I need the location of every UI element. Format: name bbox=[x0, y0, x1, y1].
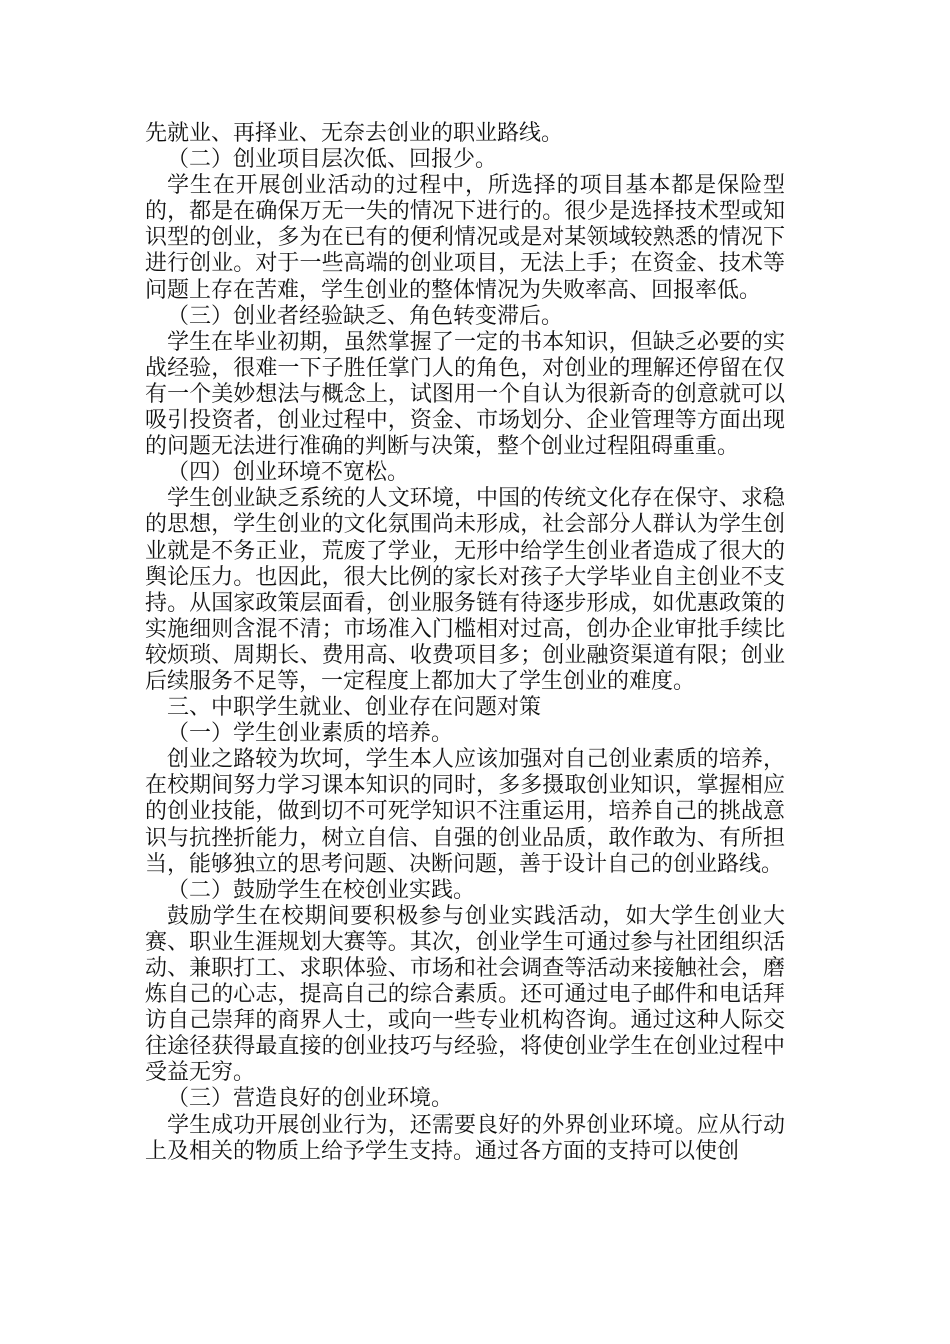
section-heading: 三、中职学生就业、创业存在问题对策 bbox=[167, 695, 542, 721]
body-paragraph: 学生在开展创业活动的过程中，所选择的项目基本都是保险型的，都是在确保万无一失的情况下进行的。很少是选择技术型或知识型的创业，多为在已有的便利情况或是对某领域较熟悉的情况下进行创业。对于一些高端的创业项目，无法上手；在资金、技术等问题上存在苦难，学生创业的整体情况为失败率高、回报率低。 bbox=[145, 173, 785, 303]
section-subheading: （三）创业者经验缺乏、角色转变滞后。 bbox=[167, 303, 564, 329]
body-paragraph: 学生创业缺乏系统的人文环境，中国的传统文化存在保守、求稳的思想，学生创业的文化氛围尚未形成，社会部分人群认为学生创业就是不务正业，荒废了学业，无形中给学生创业者造成了很大的舆论压力。也因此，很大比例的家长对孩子大学毕业自主创业不支持。从国家政策层面看，创业服务链有待逐步形成，如优惠政策的实施细则含混不清；市场准入门槛相对过高，创办企业审批手续比较烦琐、周期长、费用高、收费项目多；创业融资渠道有限；创业后续服务不足等，一定程度上都加大了学生创业的难度。 bbox=[145, 486, 785, 694]
body-paragraph: 鼓励学生在校期间要积极参与创业实践活动，如大学生创业大赛、职业生涯规划大赛等。其次，创业学生可通过参与社团组织活动、兼职打工、求职体验、市场和社会调查等活动来接触社会，磨炼自己的心志，提高自己的综合素质。还可通过电子邮件和电话拜访自己崇拜的商界人士，或向一些专业机构咨询。通过这种人际交往途径获得最直接的创业技巧与经验，将使创业学生在创业过程中受益无穷。 bbox=[145, 903, 785, 1086]
document-page bbox=[145, 121, 785, 1165]
body-paragraph: 学生在毕业初期，虽然掌握了一定的书本知识，但缺乏必要的实战经验，很难一下子胜任掌门人的角色，对创业的理解还停留在仅有一个美妙想法与概念上，试图用一个自认为很新奇的创意就可以吸引投资者，创业过程中，资金、市场划分、企业管理等方面出现的问题无法进行准确的判断与决策，整个创业过程阻碍重重。 bbox=[145, 329, 785, 460]
body-paragraph: 学生成功开展创业行为，还需要良好的外界创业环境。应从行动上及相关的物质上给予学生支持。通过各方面的支持可以使创 bbox=[145, 1112, 785, 1164]
section-subheading: （三）营造良好的创业环境。 bbox=[167, 1086, 454, 1112]
section-subheading: （四）创业环境不宽松。 bbox=[167, 460, 410, 486]
section-subheading: （一）学生创业素质的培养。 bbox=[167, 721, 454, 747]
section-subheading: （二）鼓励学生在校创业实践。 bbox=[167, 877, 476, 903]
section-subheading: （二）创业项目层次低、回报少。 bbox=[167, 147, 498, 173]
body-paragraph: 创业之路较为坎坷，学生本人应该加强对自己创业素质的培养，在校期间努力学习课本知识的同时，多多摄取创业知识，掌握相应的创业技能，做到切不可死学知识不注重运用，培养自己的挑战意识与抗挫折能力，树立自信、自强的创业品质，敢作敢为、有所担当，能够独立的思考问题、决断问题，善于设计自己的创业路线。 bbox=[145, 747, 785, 877]
paragraph-continuation: 先就业、再择业、无奈去创业的职业路线。 bbox=[145, 121, 564, 146]
